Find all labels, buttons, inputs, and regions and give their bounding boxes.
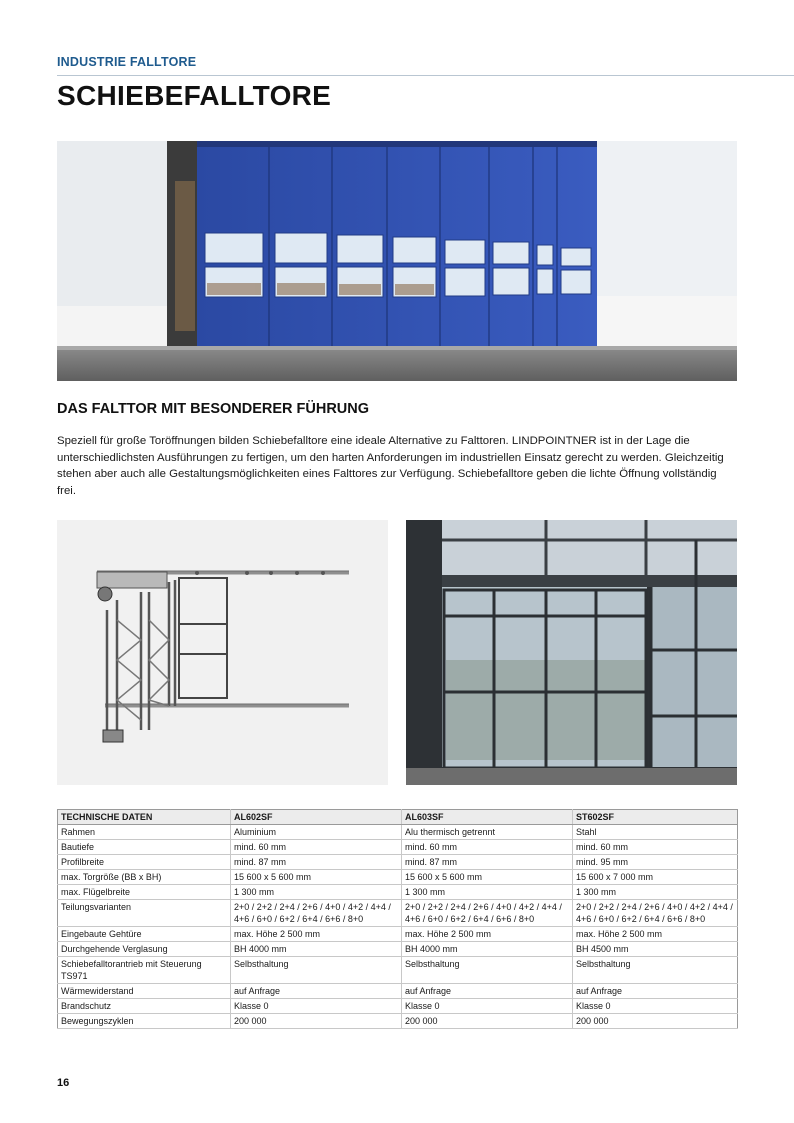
table-cell: max. Höhe 2 500 mm [231,927,402,942]
table-cell: Klasse 0 [402,999,573,1014]
table-cell: 15 600 x 7 000 mm [573,870,738,885]
table-header: TECHNISCHE DATEN [58,810,231,825]
table-cell: max. Torgröße (BB x BH) [58,870,231,885]
table-cell: Wärmewiderstand [58,984,231,999]
table-header-row [58,810,738,825]
table-header: AL602SF [231,810,402,825]
intro-paragraph: Speziell für große Toröffnungen bilden Schiebefalltore eine ideale Alternative zu Falttoren. LINDPOINTNER ist in der Lage die unterschiedlichsten Ausführungen zu fertigen, um den harten Anforderungen im industriellen Einsatz gerecht zu werden. Gleichzeitig stehen aber auch alle Gestaltungsmöglichkeiten eines Falttores zur Verfügung. Schiebefalltore geben die lichte Öffnung vollständig frei. [57,435,724,497]
table-cell: mind. 60 mm [231,840,402,855]
table-cell: max. Höhe 2 500 mm [573,927,738,942]
page-title: SCHIEBEFALLTORE [57,80,332,111]
mechanism-diagram [57,520,388,785]
table-cell: auf Anfrage [573,984,738,999]
table-header: ST602SF [573,810,738,825]
table-row [58,870,738,885]
table-row [58,984,738,999]
table-cell: 1 300 mm [402,885,573,900]
table-row [58,885,738,900]
table-cell: BH 4000 mm [231,942,402,957]
table-cell: Aluminium [231,825,402,840]
table-cell: 15 600 x 5 600 mm [402,870,573,885]
table-row [58,1014,738,1029]
table-cell: Selbsthaltung [573,957,738,984]
table-cell: mind. 60 mm [573,840,738,855]
table-cell: mind. 60 mm [402,840,573,855]
table-cell: max. Höhe 2 500 mm [402,927,573,942]
table-cell: Eingebaute Gehtüre [58,927,231,942]
hero-photo-sliding-folding-door [57,141,737,381]
table-cell: 200 000 [573,1014,738,1029]
table-cell: Klasse 0 [231,999,402,1014]
table-cell: 1 300 mm [231,885,402,900]
table-cell: auf Anfrage [402,984,573,999]
table-cell: Selbsthaltung [402,957,573,984]
glazed-door-photo [406,520,737,785]
table-cell: 200 000 [402,1014,573,1029]
table-cell: Profilbreite [58,855,231,870]
table-cell: mind. 87 mm [402,855,573,870]
table-row [58,957,738,984]
table-cell: 1 300 mm [573,885,738,900]
table-cell: Durchgehende Verglasung [58,942,231,957]
table-cell: Klasse 0 [573,999,738,1014]
table-row [58,825,738,840]
page-number: 16 [57,1077,70,1089]
technical-data-table [57,809,738,1029]
table-cell: 15 600 x 5 600 mm [231,870,402,885]
table-cell: Stahl [573,825,738,840]
category-label: INDUSTRIE FALLTORE [57,55,197,69]
table-row [58,840,738,855]
category-divider [57,75,794,76]
table-cell: BH 4000 mm [402,942,573,957]
table-cell: mind. 95 mm [573,855,738,870]
table-cell: 2+0 / 2+2 / 2+4 / 2+6 / 4+0 / 4+2 / 4+4 / 4+6 / 6+0 / 6+2 / 6+4 / 6+6 / 8+0 [402,900,573,927]
table-row [58,900,738,927]
table-cell: Brandschutz [58,999,231,1014]
table-cell: Teilungsvarianten [58,900,231,927]
table-row [58,855,738,870]
table-cell: 2+0 / 2+2 / 2+4 / 2+6 / 4+0 / 4+2 / 4+4 / 4+6 / 6+0 / 6+2 / 6+4 / 6+6 / 8+0 [573,900,738,927]
table-cell: Bautiefe [58,840,231,855]
table-cell: 200 000 [231,1014,402,1029]
table-cell: Rahmen [58,825,231,840]
section-heading: DAS FALTTOR MIT BESONDERER FÜHRUNG [57,401,370,417]
table-row [58,999,738,1014]
table-cell: Alu thermisch getrennt [402,825,573,840]
table-row [58,927,738,942]
table-cell: Selbsthaltung [231,957,402,984]
table-cell: Bewegungszyklen [58,1014,231,1029]
table-cell: max. Flügelbreite [58,885,231,900]
table-cell: 2+0 / 2+2 / 2+4 / 2+6 / 4+0 / 4+2 / 4+4 / 4+6 / 6+0 / 6+2 / 6+4 / 6+6 / 8+0 [231,900,402,927]
table-row [58,942,738,957]
table-cell: BH 4500 mm [573,942,738,957]
table-header: AL603SF [402,810,573,825]
table-cell: mind. 87 mm [231,855,402,870]
table-cell: auf Anfrage [231,984,402,999]
table-cell: Schiebefalltorantrieb mit Steuerung TS971 [58,957,231,984]
